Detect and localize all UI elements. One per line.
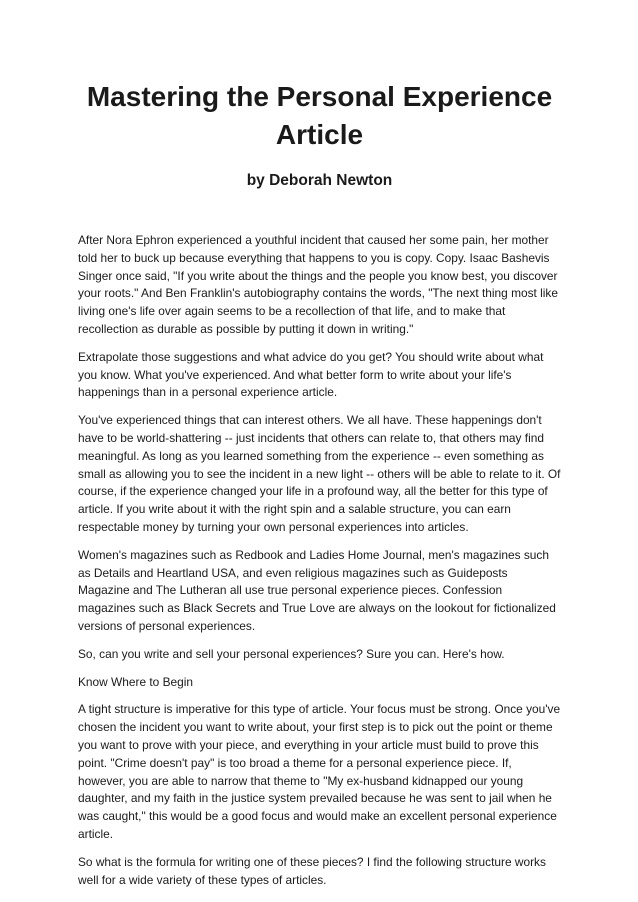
article-title-line-2: Article [275, 119, 364, 150]
paragraph: A tight structure is imperative for this type of article. Your focus must be strong. Once you've chosen the incident you want to write about, your first step is to pick out the point or theme you want to prove with your piece, and everything in your article must build to prove this point. "Crime doesn't pay" is too broad a theme for a personal experience piece. If, however, you are able to narrow that theme to "My ex-husband kidnapped our young daughter, and my faith in the justice system prevailed because he was sent to jail when he was caught," this would be a good focus and would make an excellent personal experience article. [78, 702, 561, 841]
paragraph: You've experienced things that can interest others. We all have. These happenings don't have to be world-shattering -- just incidents that others can relate to, that others may find meaningful. As long as you learned something from the experience -- even something as small as allowing you to see the incident in a new light -- others will be able to relate to it. Of course, if the experience changed your life in a profound way, all the better for this type of article. If you write about it with the right spin and a salable structure, you can earn respectable money by turning your own personal experiences into articles. [78, 413, 561, 534]
section-heading: Know Where to Begin [78, 674, 194, 689]
paragraph: Women's magazines such as Redbook and Ladies Home Journal, men's magazines such as Details and Heartland USA, and even religious magazines such as Guideposts Magazine and The Lutheran all use true personal experience pieces. Confession magazines such as Black Secrets and True Love are always on the lookout for fictionalized versions of personal experiences. [78, 547, 556, 633]
article-title [78, 78, 561, 154]
paragraph: Extrapolate those suggestions and what advice do you get? You should write about what you know. What you've experienced. And what better form to write about your life's happenings than in a personal experience article. [78, 349, 544, 400]
paragraph: After Nora Ephron experienced a youthful incident that caused her some pain, her mother told her to buck up because everything that happens to you is copy. Copy. Isaac Bashevis Singer once said, "If you write about the things and the people you know best, you discover your roots." And Ben Franklin's autobiography contains the words, "The next thing most like living one's life over again seems to be a recollection of that life, and to make that recollection as durable as possible by putting it down in writing." [78, 233, 558, 336]
article-byline: by Deborah Newton [246, 172, 393, 189]
paragraph: So what is the formula for writing one of these pieces? I find the following structure works well for a wide variety of these types of articles. [78, 854, 546, 887]
article-body [78, 232, 561, 889]
paragraph: So, can you write and sell your personal experiences? Sure you can. Here's how. [78, 646, 505, 661]
article-title-line-1: Mastering the Personal Experience [86, 81, 553, 112]
